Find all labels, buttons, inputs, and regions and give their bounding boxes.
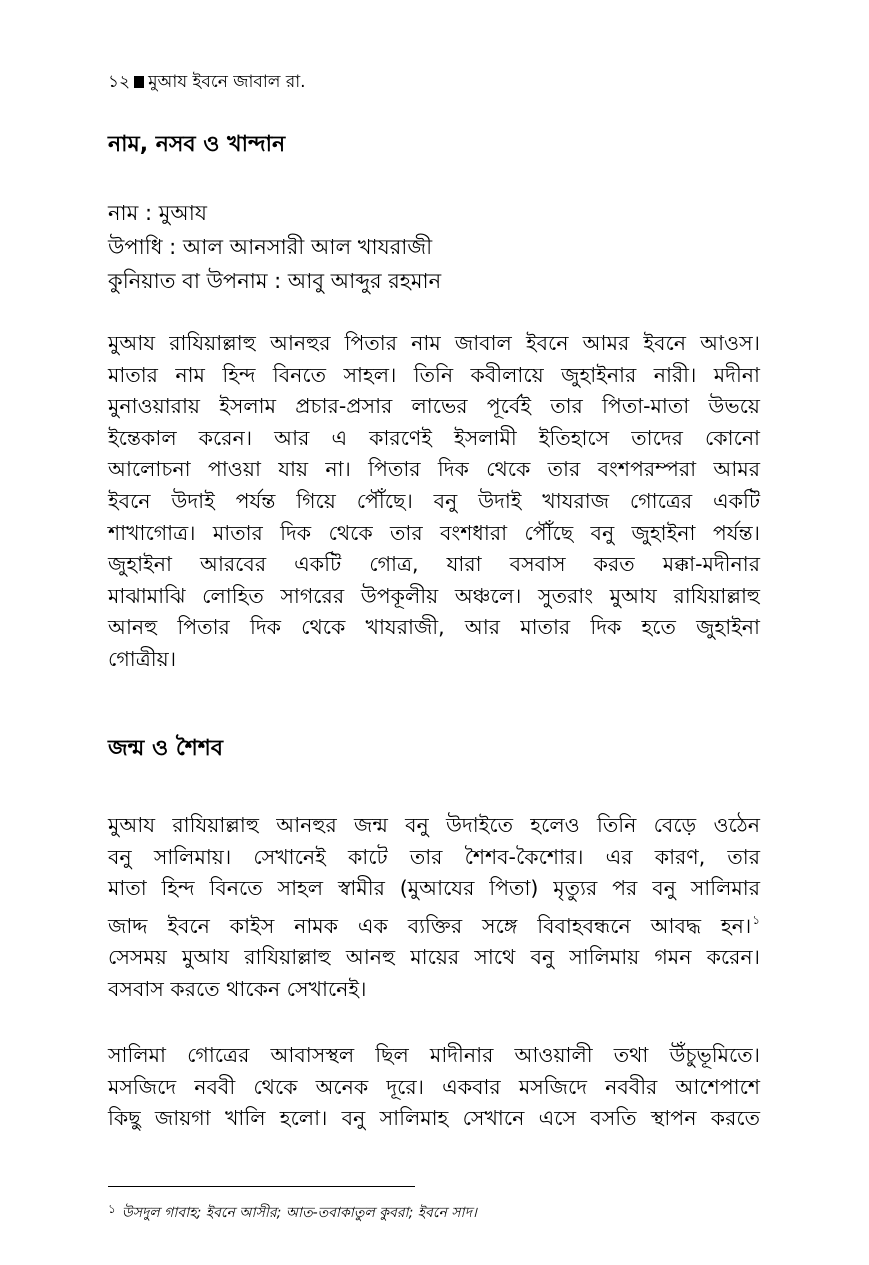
paragraph-line: মুনাওয়ারায় ইসলাম প্রচার-প্রসার লাভের পূর্বেই তার পিতা-মাতা উভয়ে	[108, 394, 760, 419]
running-header	[108, 70, 306, 94]
paragraph-line: বসবাস করতে থাকেন সেখানেই।	[108, 976, 367, 1001]
paragraph-line-text: জাদ্দ ইবনে কাইস নামক এক ব্যক্তির সঙ্গে বিবাহবন্ধনে আবদ্ধ হন।	[108, 913, 752, 938]
paragraph-line: মাতা হিন্দ বিনতে সাহল স্বামীর (মুআযের পিতা) মৃত্যুর পর বনু সালিমার	[108, 876, 760, 901]
settlement-paragraph	[108, 1040, 760, 1135]
paragraph-line: ইন্তেকাল করেন। আর এ কারণেই ইসলামী ইতিহাসে তাদের কোনো	[108, 425, 760, 450]
paragraph-line: মুআয রাযিয়াল্লাহু আনহুর পিতার নাম জাবাল ইবনে আমর ইবনে আওস।	[108, 331, 760, 355]
lineage-paragraph	[108, 328, 760, 676]
paragraph-line: মুআয রাযিয়াল্লাহু আনহুর জন্ম বনু উদাইতে হলেও তিনি বেড়ে ওঠেন	[108, 813, 760, 837]
kunya-line: কুনিয়াত বা উপনাম : আবু আব্দুর রহমান	[108, 269, 442, 293]
paragraph-line: মাঝামাঝি লোহিত সাগরের উপকূলীয় অঞ্চলে। সুতরাং মুআয রাযিয়াল্লাহু	[108, 583, 760, 608]
paragraph-line-with-footnote	[108, 905, 760, 943]
section-heading-birth: জন্ম ও শৈশব	[108, 736, 224, 761]
paragraph-line: সেসময় মুআয রাযিয়াল্লাহু আনহু মায়ের সাথে বনু সালিমায় গমন করেন।	[108, 945, 760, 970]
page-number: ১২	[108, 72, 131, 92]
paragraph-line: শাখাগোত্র। মাতার দিক থেকে তার বংশধারা পৌঁছে বনু জুহাইনা পর্যন্ত।	[108, 520, 760, 545]
section-heading-lineage: নাম, নসব ও খান্দান	[108, 132, 286, 157]
paragraph-line: মসজিদে নববী থেকে অনেক দূরে। একবার মসজিদে নববীর আশেপাশে	[108, 1074, 760, 1099]
square-bullet-icon	[134, 76, 144, 88]
paragraph-line: মাতার নাম হিন্দ বিনতে সাহল। তিনি কবীলায়ে জুহাইনার নারী। মদীনা	[108, 362, 760, 387]
footnote-divider	[108, 1186, 415, 1187]
footnote-number: ১	[108, 1202, 116, 1216]
paragraph-line: আনহু পিতার দিক থেকে খাযরাজী, আর মাতার দিক হতে জুহাইনা	[108, 615, 760, 640]
title-line: উপাধি : আল আনসারী আল খাযরাজী	[108, 235, 433, 259]
paragraph-line: কিছু জায়গা খালি হলো। বনু সালিমাহ সেখানে এসে বসতি স্থাপন করতে	[108, 1106, 760, 1131]
paragraph-line: আলোচনা পাওয়া যায় না। পিতার দিক থেকে তার বংশপরম্পরা আমর	[108, 457, 760, 482]
paragraph-line: ইবনে উদাই পর্যন্ত গিয়ে পৌঁছে। বনু উদাই খাযরাজ গোত্রের একটি	[108, 488, 760, 513]
book-title: মুআয ইবনে জাবাল রা.	[148, 72, 306, 92]
footnote	[108, 1197, 477, 1225]
footnote-reference[interactable]: ১	[752, 912, 760, 927]
paragraph-line: বনু সালিমায়। সেখানেই কাটে তার শৈশব-কৈশোর। এর কারণ, তার	[108, 844, 760, 869]
footnote-text: উসদুল গাবাহ; ইবনে আসীর; আত-তবাকাতুল কুবরা; ইবনে সাদ।	[121, 1205, 477, 1221]
paragraph-line: সালিমা গোত্রের আবাসস্থল ছিল মাদীনার আওয়ালী তথা উঁচুভূমিতে।	[108, 1043, 760, 1067]
name-info-block	[108, 196, 441, 298]
paragraph-line: জুহাইনা আরবের একটি গোত্র, যারা বসবাস করত মক্কা-মদীনার	[108, 552, 760, 577]
birth-paragraph	[108, 810, 760, 1006]
paragraph-line: গোত্রীয়।	[108, 646, 177, 671]
name-line: নাম : মুআয	[108, 201, 207, 225]
